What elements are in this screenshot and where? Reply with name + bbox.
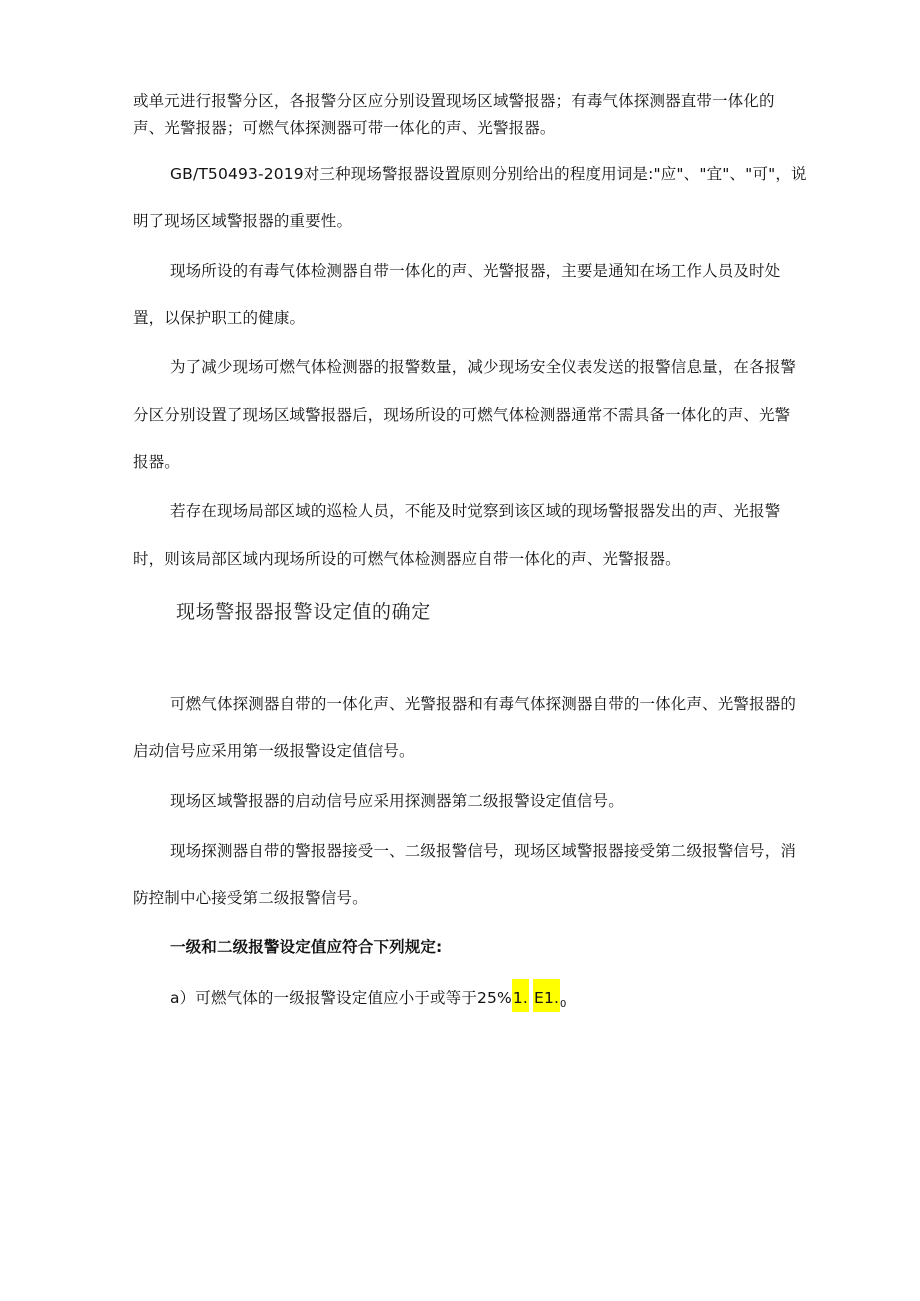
p5-line2: 时，则该局部区域内现场所设的可燃气体检测器应自带一体化的声、光警报器。 (133, 550, 681, 568)
p4-line1: 为了减少现场可燃气体检测器的报警数量，减少现场安全仪表发送的报警信息量，在各报警 (170, 358, 797, 376)
p5-line1: 若存在现场局部区域的巡检人员，不能及时觉察到该区域的现场警报器发出的声、光报警 (170, 502, 781, 520)
p1-line2: 声、光警报器；可燃气体探测器可带一体化的声、光警报器。 (133, 119, 556, 137)
p2-line2: 明了现场区域警报器的重要性。 (133, 212, 353, 230)
p4-line3: 报器。 (133, 453, 180, 471)
item-a-line (170, 988, 567, 1015)
p4-line2: 分区分别设置了现场区域警报器后，现场所设的可燃气体检测器通常不需具备一体化的声、光警 (133, 406, 791, 424)
p3-line1: 现场所设的有毒气体检测器自带一体化的声、光警报器，主要是通知在场工作人员及时处 (170, 262, 781, 280)
p8-line2: 防控制中心接受第二级报警信号。 (133, 889, 368, 907)
p1-line1: 或单元进行报警分区，各报警分区应分别设置现场区域警报器；有毒气体探测器直带一体化的 (133, 92, 775, 110)
p6-line2: 启动信号应采用第一级报警设定值信号。 (133, 742, 415, 760)
item-a-text: a）可燃气体的一级报警设定值应小于或等于25% (170, 989, 512, 1007)
p6-line1: 可燃气体探测器自带的一体化声、光警报器和有毒气体探测器自带的一体化声、光警报器的 (170, 695, 797, 713)
p8-line1: 现场探测器自带的警报器接受一、二级报警信号，现场区域警报器接受第二级报警信号，消 (170, 842, 797, 860)
highlight-1: 1. (512, 979, 529, 1012)
p7-line1: 现场区域警报器的启动信号应采用探测器第二级报警设定值信号。 (170, 792, 624, 810)
item-a-subscript: 0 (560, 999, 567, 1010)
p3-line2: 置，以保护职工的健康。 (133, 309, 306, 327)
p2-line1: GB/T50493-2019对三种现场警报器设置原则分别给出的程度用词是:"应"、"宜"、"可"，说 (170, 165, 807, 183)
section-heading: 现场警报器报警设定值的确定 (176, 601, 431, 623)
highlight-2: E1. (533, 979, 560, 1012)
p9-bold-line: 一级和二级报警设定值应符合下列规定: (170, 938, 443, 956)
